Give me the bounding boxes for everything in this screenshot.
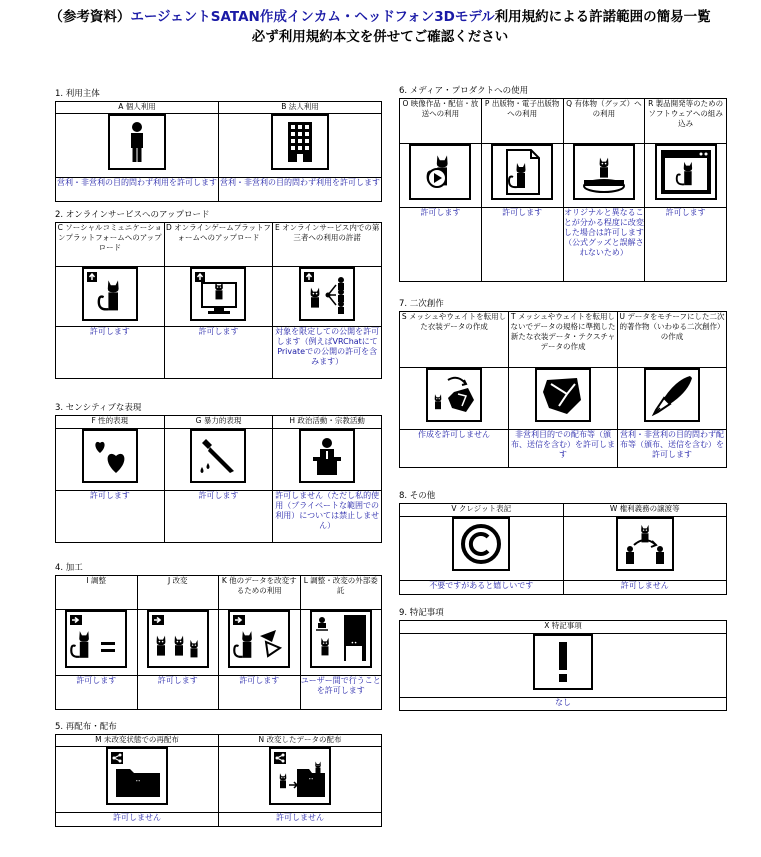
cell-header: A 個人利用 bbox=[56, 102, 219, 114]
upload-cat-icon bbox=[56, 267, 165, 327]
outsource-icon bbox=[300, 610, 382, 676]
result-text: 非営利目的での配布等（頒布、送信を含む）を許可します bbox=[509, 430, 618, 468]
result-text: ユーザー間で行うことを許可します bbox=[300, 676, 382, 710]
section-title: 7. 二次創作 bbox=[399, 299, 444, 309]
section-title: 6. メディア・プロダクトへの使用 bbox=[399, 86, 529, 96]
section-redistribution bbox=[55, 722, 382, 827]
result-text: なし bbox=[400, 698, 727, 711]
adjust-icon bbox=[56, 610, 138, 676]
cell-header: H 政治活動・宗教活動 bbox=[273, 416, 382, 429]
cell-header: X 特記事項 bbox=[400, 621, 727, 634]
section-title: 1. 利用主体 bbox=[55, 89, 100, 99]
cell-header: J 改変 bbox=[137, 576, 219, 610]
upload-monitor-icon bbox=[164, 267, 273, 327]
software-icon bbox=[645, 144, 727, 208]
result-text: 許可しません bbox=[563, 581, 727, 595]
cell-header: W 権利義務の譲渡等 bbox=[563, 504, 727, 517]
use-for-other-icon bbox=[219, 610, 301, 676]
modify-icon bbox=[137, 610, 219, 676]
header-title-model: エージェントSATAN作成インカム・ヘッドフォン3Dモデル bbox=[130, 9, 495, 25]
section-title: 2. オンラインサービスへのアップロード bbox=[55, 210, 210, 220]
cell-header: T メッシュやウェイトを転用しないでデータの規格に準拠した新たな衣装データ・テクスチャデータの作成 bbox=[509, 312, 618, 368]
section-title: 3. センシティブな表現 bbox=[55, 403, 142, 413]
redistribute-icon bbox=[56, 747, 219, 813]
building-icon bbox=[219, 114, 382, 178]
new-asset-icon bbox=[509, 368, 618, 430]
cell-header: D オンラインゲームプラットフォームへのアップロード bbox=[164, 223, 273, 267]
cell-header: L 調整・改変の外部委託 bbox=[300, 576, 382, 610]
result-text: 許可します bbox=[137, 676, 219, 710]
cell-header: E オンラインサービス内での第三者への利用の許諾 bbox=[273, 223, 382, 267]
result-text: 許可します bbox=[645, 208, 727, 282]
exclamation-icon bbox=[400, 634, 727, 698]
result-text: 許可します bbox=[56, 676, 138, 710]
cell-header: U データをモチーフにした二次的著作物（いわゆる二次創作）の作成 bbox=[618, 312, 727, 368]
cell-header: V クレジット表記 bbox=[400, 504, 564, 517]
cell-header: P 出版物・電子出版物への利用 bbox=[481, 99, 563, 144]
header-prefix: （参考資料） bbox=[49, 9, 131, 25]
result-text: 許可しません（ただし私的使用（プライベートな範囲での利用）については禁止しません） bbox=[273, 491, 382, 543]
cell-header: I 調整 bbox=[56, 576, 138, 610]
section-title: 8. その他 bbox=[399, 491, 436, 501]
cell-header: Q 有体物（グッズ）への利用 bbox=[563, 99, 645, 144]
result-text: 許可します bbox=[56, 491, 165, 543]
document-header bbox=[40, 8, 720, 47]
publication-icon bbox=[481, 144, 563, 208]
result-text: 営利・非営利の目的問わず配布等（頒布、送信を含む）を許可します bbox=[618, 430, 727, 468]
pen-icon bbox=[618, 368, 727, 430]
section-title: 5. 再配布・配布 bbox=[55, 722, 117, 732]
cell-header: M 未改変状態での再配布 bbox=[56, 735, 219, 747]
result-text: 不要ですがあると嬉しいです bbox=[400, 581, 564, 595]
cell-header: R 製品開発等のためのソフトウェアへの組み込み bbox=[645, 99, 727, 144]
section-usage-subject bbox=[55, 89, 382, 202]
result-text: 許可します bbox=[481, 208, 563, 282]
result-text: 営利・非営利の目的問わず利用を許可します bbox=[219, 178, 382, 202]
result-text: 作成を許可しません bbox=[400, 430, 509, 468]
cell-header: B 法人利用 bbox=[219, 102, 382, 114]
copyright-icon bbox=[400, 517, 564, 581]
goods-icon bbox=[563, 144, 645, 208]
share-users-icon bbox=[273, 267, 382, 327]
section-title: 9. 特記事項 bbox=[399, 608, 444, 618]
section-processing bbox=[55, 563, 382, 710]
section-sensitive-expression bbox=[55, 403, 382, 543]
result-text: 許可します bbox=[400, 208, 482, 282]
knife-icon bbox=[164, 429, 273, 491]
video-icon bbox=[400, 144, 482, 208]
result-text: 営利・非営利の目的問わず利用を許可します bbox=[56, 178, 219, 202]
result-text: オリジナルと異なることが分かる程度に改変した場合は許可します（公式グッズと誤解されないため） bbox=[563, 208, 645, 282]
distribute-modified-icon bbox=[219, 747, 382, 813]
section-derivative-works bbox=[399, 299, 727, 468]
cell-header: F 性的表現 bbox=[56, 416, 165, 429]
podium-icon bbox=[273, 429, 382, 491]
mesh-reuse-icon bbox=[400, 368, 509, 430]
section-media-products bbox=[399, 86, 727, 282]
header-title-rest: 利用規約による許諾範囲の簡易一覧 bbox=[494, 9, 711, 25]
result-text: 対象を限定しての公開を許可します（例えばVRChatにてPrivateでの公開の許可を含みます） bbox=[273, 327, 382, 379]
result-text: 許可します bbox=[164, 491, 273, 543]
cell-header: S メッシュやウェイトを転用した衣装データの作成 bbox=[400, 312, 509, 368]
section-online-upload bbox=[55, 210, 382, 379]
section-title: 4. 加工 bbox=[55, 563, 83, 573]
section-special-notes bbox=[399, 608, 727, 711]
result-text: 許可しません bbox=[219, 813, 382, 827]
cell-header: N 改変したデータの配布 bbox=[219, 735, 382, 747]
cell-header: G 暴力的表現 bbox=[164, 416, 273, 429]
result-text: 許可します bbox=[219, 676, 301, 710]
cell-header: K 他のデータを改変するための利用 bbox=[219, 576, 301, 610]
cell-header: O 映像作品・配信・放送への利用 bbox=[400, 99, 482, 144]
header-subtitle: 必ず利用規約本文を併せてご確認ください bbox=[251, 29, 509, 45]
hearts-icon bbox=[56, 429, 165, 491]
cell-header: C ソーシャルコミュニケーションプラットフォームへのアップロード bbox=[56, 223, 165, 267]
person-icon bbox=[56, 114, 219, 178]
result-text: 許可しません bbox=[56, 813, 219, 827]
transfer-icon bbox=[563, 517, 727, 581]
result-text: 許可します bbox=[164, 327, 273, 379]
section-other bbox=[399, 491, 727, 595]
result-text: 許可します bbox=[56, 327, 165, 379]
